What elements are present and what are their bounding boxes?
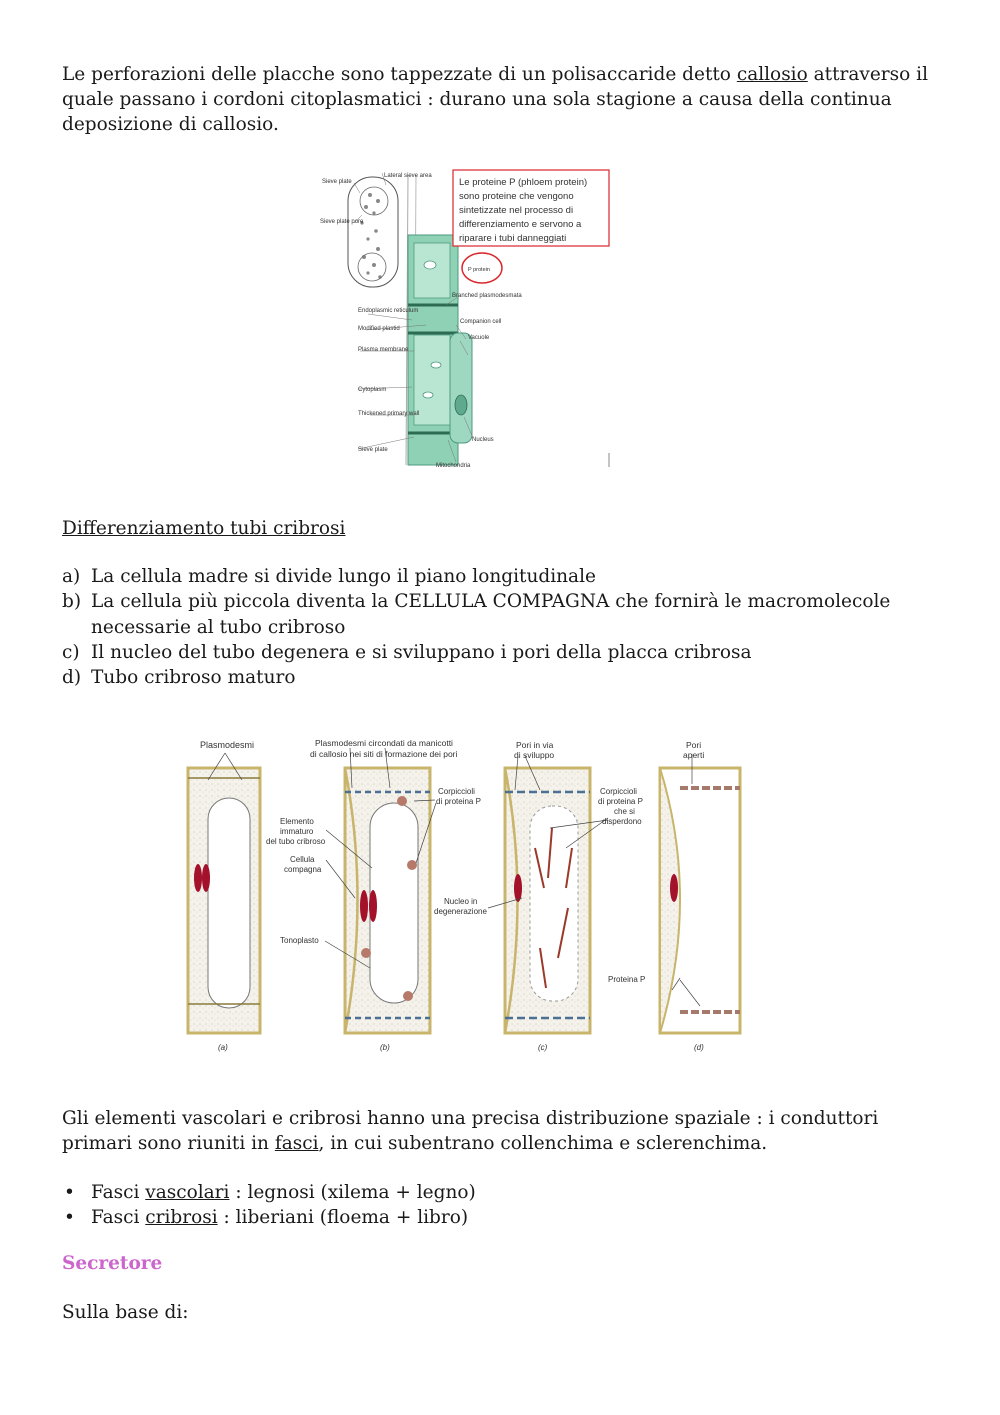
cell-d — [660, 768, 740, 1033]
callout-line-3: sintetizzate nel processo di — [459, 205, 574, 216]
proteina-p-label: Proteina P — [608, 975, 646, 984]
plasma-membrane-label: Plasma membrane — [358, 347, 409, 353]
tonoplasto-label: Tonoplasto — [280, 936, 319, 945]
step-text: La cellula madre si divide lungo il piano longitudinale — [91, 566, 596, 587]
mitochondria-label: Mitochondria — [436, 463, 471, 469]
para2-line2b: , in cui subentrano collenchima e sclerenchima. — [318, 1133, 768, 1154]
corp2-label-3: che si — [614, 807, 635, 816]
bullet-term: cribrosi — [145, 1207, 218, 1229]
cytoplasm-label: Cytoplasm — [358, 387, 387, 393]
corp2-label-1: Corpiccioli — [600, 787, 637, 796]
section-heading: Differenziamento tubi cribrosi — [62, 518, 346, 539]
elemento-label-2: immaturo — [280, 827, 314, 836]
step-marker: c) — [62, 641, 80, 663]
bundles-list — [62, 1180, 942, 1231]
step-item — [62, 665, 942, 690]
step-item — [62, 564, 942, 589]
last-line: Sulla base di: — [62, 1302, 189, 1323]
bullet-icon: • — [64, 1182, 75, 1203]
thickened-primary-wall-label: Thickened primary wall — [358, 411, 420, 417]
sieve-plate-bottom-label: Sieve plate — [358, 447, 388, 453]
intro-line3: deposizione di callosio. — [62, 114, 279, 135]
intro-line2: quale passano i cordoni citoplasmatici : durano una sola stagione a causa della continua — [62, 89, 892, 110]
para2-line2a: primari sono riuniti in — [62, 1133, 275, 1154]
sieve-plate-shape — [348, 177, 398, 287]
pori-via-label-2: di sviluppo — [514, 750, 555, 760]
secretore-heading: Secretore — [62, 1253, 163, 1274]
cell-b — [345, 768, 430, 1033]
step-text: Tubo cribroso maturo — [91, 667, 296, 689]
cellula-label-1: Cellula — [290, 855, 315, 864]
step-item — [62, 640, 942, 665]
companion-cell-shape — [450, 333, 472, 443]
pori-aperti-label-1: Pori — [686, 740, 702, 750]
bullet-post: : liberiani (floema + libro) — [217, 1207, 469, 1229]
caption-a: (a) — [218, 1043, 228, 1052]
corpiccioli-label-1: Corpiccioli — [438, 787, 475, 796]
plasmodesmi-circondati-label-2: di callosio nei siti di formazione dei pori — [310, 749, 458, 759]
step-text: La cellula più piccola diventa la CELLULA COMPAGNA che fornirà le macromolecole — [91, 591, 891, 613]
steps-list — [62, 564, 942, 690]
pori-aperti-label-2: aperti — [683, 750, 705, 760]
lateral-sieve-area-label: Lateral sieve area — [384, 173, 432, 179]
nucleo-label-1: Nucleo in — [444, 897, 478, 906]
nucleo-label-2: degenerazione — [434, 907, 487, 916]
step-text: Il nucleo del tubo degenera e si sviluppano i pori della placca cribrosa — [91, 641, 752, 663]
intro-text-end: attraverso il — [807, 64, 928, 85]
corp2-label-4: disperdono — [602, 817, 642, 826]
intro-paragraph — [62, 62, 942, 137]
para2-line1: Gli elementi vascolari e cribrosi hanno una precisa distribuzione spaziale : i conduttori — [62, 1108, 879, 1129]
branched-plasmodesmata-label: Branched plasmodesmata — [452, 293, 522, 299]
nucleus-label: Nucleus — [472, 437, 494, 443]
endoplasmic-reticulum-label: Endoplasmic reticulum — [358, 308, 419, 314]
fasci-link: fasci — [274, 1133, 319, 1154]
pori-via-label-1: Pori in via — [516, 740, 554, 750]
intro-text: Le perforazioni delle placche sono tappezzate di un polisaccaride detto — [62, 64, 737, 85]
step-marker: b) — [62, 591, 82, 613]
callout-line-4: differenziamento e servono a — [459, 219, 582, 230]
elemento-label-1: Elemento — [280, 817, 314, 826]
cell-c — [505, 768, 590, 1033]
bullet-icon: • — [64, 1207, 75, 1229]
vacuole-label: Vacuole — [468, 335, 490, 341]
list-item — [62, 1180, 942, 1205]
differentiation-figure — [180, 728, 750, 1058]
sieve-plate-pore-label: Sieve plate pore — [320, 219, 364, 225]
caption-b: (b) — [380, 1043, 390, 1052]
p-protein-label: P protein — [468, 267, 490, 273]
plasmodesmi-label: Plasmodesmi — [200, 740, 255, 750]
bullet-term: vascolari — [145, 1182, 230, 1203]
bullet-post: : legnosi (xilema + legno) — [229, 1182, 476, 1203]
step-marker: a) — [62, 566, 81, 587]
modified-plastid-label: Modified plastid — [358, 326, 400, 332]
corpiccioli-label-2: di proteina P — [436, 797, 481, 806]
list-item — [62, 1205, 942, 1230]
callosio-link: callosio — [736, 64, 808, 85]
cell-a — [188, 768, 260, 1033]
bullet-pre: Fasci — [91, 1207, 146, 1229]
step-marker: d) — [62, 667, 82, 689]
callout-line-5: riparare i tubi danneggiati — [459, 233, 567, 244]
elemento-label-3: del tubo cribroso — [266, 837, 326, 846]
sieve-tube-figure — [318, 165, 614, 470]
sieve-plate-label: Sieve plate — [322, 179, 352, 185]
caption-d: (d) — [694, 1043, 704, 1052]
step-item — [62, 589, 942, 640]
callout-line-2: sono proteine che vengono — [459, 191, 574, 202]
callout-line-1: Le proteine P (phloem protein) — [459, 177, 588, 188]
plasmodesmi-circondati-label-1: Plasmodesmi circondati da manicotti — [315, 738, 453, 748]
distribution-paragraph — [62, 1106, 942, 1156]
bullet-pre: Fasci — [91, 1182, 146, 1203]
caption-c: (c) — [538, 1043, 548, 1052]
nucleus-shape — [455, 395, 467, 415]
cellula-label-2: compagna — [284, 865, 322, 874]
corp2-label-2: di proteina P — [598, 797, 643, 806]
step-text-cont: necessarie al tubo cribroso — [91, 616, 346, 638]
companion-cell-label: Companion cell — [460, 319, 502, 325]
